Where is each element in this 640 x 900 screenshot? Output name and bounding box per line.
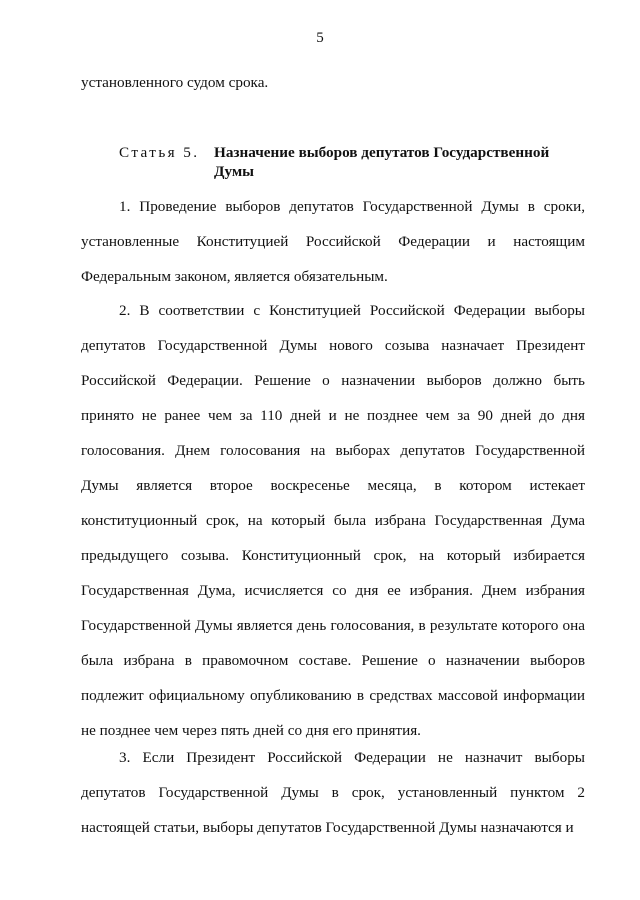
paragraph-1: 1. Проведение выборов депутатов Государственной Думы в сроки, установленные Конституцией Российской Федерации и настоящим Федеральным законом, является обязательным. (81, 198, 585, 285)
paragraph-2: 2. В соответствии с Конституцией Российской Федерации выборы депутатов Государственной Думы нового созыва назначает Президент Российской Федерации. Решение о назначении выборов должно быть принято не ранее чем за 110 дней и не позднее чем за 90 дней до дня голосования. Днем голосования на выборах депутатов Государственной Думы является второе воскресенье месяца, в котором истекает конституционный срок, на который была избрана Государственная Дума предыдущего созыва. Конституционный срок, на который избирается Государственная Дума, исчисляется со дня ее избрания. Днем избрания Государственной Думы является день голосования, в результате которого она была избрана в правомочном составе. Решение о назначении выборов подлежит официальному опубликованию в средствах массовой информации не позднее чем через пять дней со дня его принятия. (81, 302, 585, 739)
article-label: Статья 5. (119, 144, 200, 161)
carryover-text: установленного судом срока. (81, 74, 269, 91)
page-number: 5 (316, 30, 324, 46)
article-title: Назначение выборов депутатов Государственной Думы (214, 144, 550, 180)
paragraph-3: 3. Если Президент Российской Федерации не назначит выборы депутатов Государственной Думы в срок, установленный пунктом 2 настоящей статьи, выборы депутатов Государственной Думы назначаются и (81, 749, 585, 836)
